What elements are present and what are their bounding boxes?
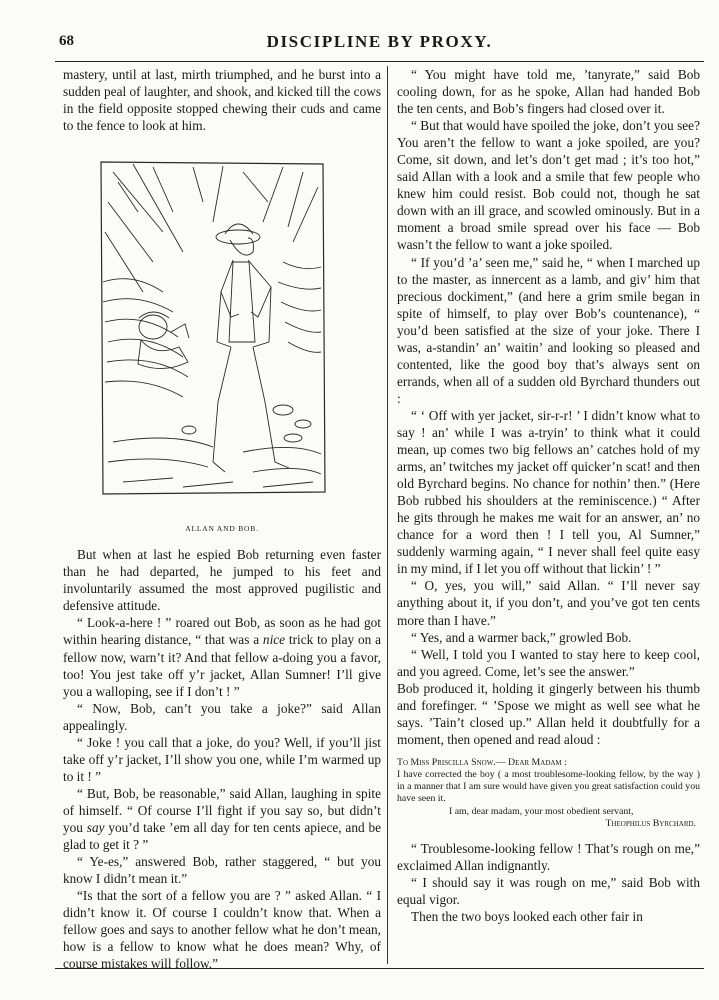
- right-column: [397, 66, 700, 925]
- letter-salutation: To Miss Priscilla Snow.— Dear Madam :: [397, 756, 567, 768]
- paragraph: [63, 785, 381, 853]
- column-divider: [387, 66, 388, 964]
- paragraph: “ But that would have spoiled the joke, don’t you see? You aren’t the fellow to want a joke spoiled, are you? Come, sit down, and let’s don’t get mad ; it’s too hot,” said Allan with a look and a smile that few people who knew him could resist. Bob could not, though he sat down with an ill grace, and scowled ominously. But in a moment a broad smile spread over his face — Bob wasn’t the fellow to want a joke spoiled.: [397, 118, 700, 253]
- paragraph: [63, 614, 381, 699]
- page-frame: [55, 28, 704, 973]
- paragraph: “ O, yes, you will,” said Allan. “ I’ll never say anything about it, if you don’t, and you’ve got ten cents more than I have.”: [397, 578, 700, 628]
- emphasis: nice: [262, 632, 286, 648]
- text-run: trick to play on a fellow now, warn’t it? And that fellow a-doing you a favor, too! You jest take off y’r jacket, Allan Sumner! I’ll give you a walloping, see if I don’t ! ”: [63, 632, 381, 699]
- quoted-letter: [397, 757, 700, 830]
- paragraph: Then the two boys looked each other fair in: [411, 909, 643, 925]
- paragraph: “ You might have told me, ’tanyrate,” said Bob cooling down, for as he spoke, Allan had handed Bob the ten cents, and Bob’s fingers had closed over it.: [397, 67, 700, 117]
- letter-body: I have corrected the boy ( a most troublesome-looking fellow, by the way ) in a manner that I am sure would have given you great satisfaction could you have seen it.: [397, 769, 700, 805]
- left-column: [63, 66, 381, 972]
- paragraph: “ Well, I told you I wanted to stay here to keep cool, and you agreed. Come, let’s see the answer.”: [397, 646, 700, 679]
- page-number: 68: [59, 33, 74, 49]
- text-run: “ Look-a-here ! ” roared out Bob, as soon as he had got within hearing distance, “ that was a: [63, 615, 381, 648]
- paragraph: mastery, until at last, mirth triumphed, and he burst into a sudden peal of laughter, and shook, and kicked till the cows in the field opposite stopped chewing their cuds and came to the fence to look at him.: [63, 67, 381, 134]
- paragraph: “ I should say it was rough on me,” said Bob with equal vigor.: [397, 875, 700, 908]
- paragraph: “ Yes, and a warmer back,” growled Bob.: [411, 629, 632, 645]
- paragraph: “ If you’d ’a’ seen me,” said he, “ when I marched up to the master, as innercent as a lamb, and giv’ him that precious dockiment,” (and here a grim smile began in spite of himself, to play over Bob’s countenance), “ you’d been satisfied at the size of your joke. There I was, a-standin’ an’ waitin’ and looking so pleased and contented, like the good boy that’s always sent on errands, when all of a sudden old Byrchard thunders out :: [397, 254, 700, 406]
- paragraph: “ Now, Bob, can’t you take a joke?” said Allan appealingly.: [63, 700, 381, 733]
- running-title: DISCIPLINE BY PROXY.: [266, 32, 493, 51]
- paragraph: “Is that the sort of a fellow you are ? ” asked Allan. “ I didn’t know it. Of course I couldn’t know that. When a fellow goes and says to another fellow what he don’t mean, how is a fellow to know what he does mean? Why, of course mistakes will follow.”: [63, 888, 381, 972]
- footer-rule: [55, 968, 704, 969]
- illustration-allan-and-bob: [93, 142, 333, 524]
- paragraph: “ ‘ Off with yer jacket, sir-r-r! ’ I didn’t know what to say ! an’ while I was a-tryin’ to think what it could mean, up comes two big fellows an’ catches hold of my arms, an’ twitches my jacket off quicker’n scat! and then old Byrchard begins. No chance for nothin’ then.” (Here Bob rubbed his shoulders at the reminiscence.) “ After he gits through he makes me wait for an answer, an’ no chance for a word then ! I tell you, Al Sumner,” suddenly warming again, “ I never shall feel quite easy in my mind, if I let you off without that lickin’ ! ”: [397, 407, 700, 577]
- paragraph: “ Joke ! you call that a joke, do you? Well, if you’ll jist take off y’r jacket, I’ll show you one, while I’m warmed up to it ! ”: [63, 734, 381, 784]
- page-header: [55, 28, 704, 58]
- paragraph: Bob produced it, holding it gingerly between his thumb and forefinger. “ ’Spose we might as well see what he says. ’Tain’t closed up.” Allan held it doubtfully for a moment, then opened and read aloud :: [397, 680, 700, 747]
- illustration-caption: ALLAN AND BOB.: [185, 524, 259, 534]
- header-rule: [55, 61, 704, 62]
- text-run: you’d take ’em all day for ten cents apiece, and be glad to get it ? ”: [63, 819, 381, 853]
- emphasis: say: [86, 819, 105, 835]
- engraving-image: [93, 142, 333, 524]
- paragraph: “ Troublesome-looking fellow ! That’s rough on me,” exclaimed Allan indignantly.: [397, 841, 700, 874]
- letter-closing: I am, dear madam, your most obedient servant,: [449, 805, 634, 817]
- paragraph: But when at last he espied Bob returning even faster than he had departed, he jumped to his feet and involuntarily assumed the most approved pugilistic and defensive attitude.: [63, 547, 381, 614]
- letter-signature: Theophilus Byrchard.: [605, 817, 696, 829]
- text-run: “ But, Bob, be reasonable,” said Allan, laughing in spite of himself. “ Of course I’ll fight if you say so, but didn’t you: [63, 785, 381, 835]
- paragraph: “ Ye-es,” answered Bob, rather staggered, “ but you know I didn’t mean it.”: [63, 854, 381, 887]
